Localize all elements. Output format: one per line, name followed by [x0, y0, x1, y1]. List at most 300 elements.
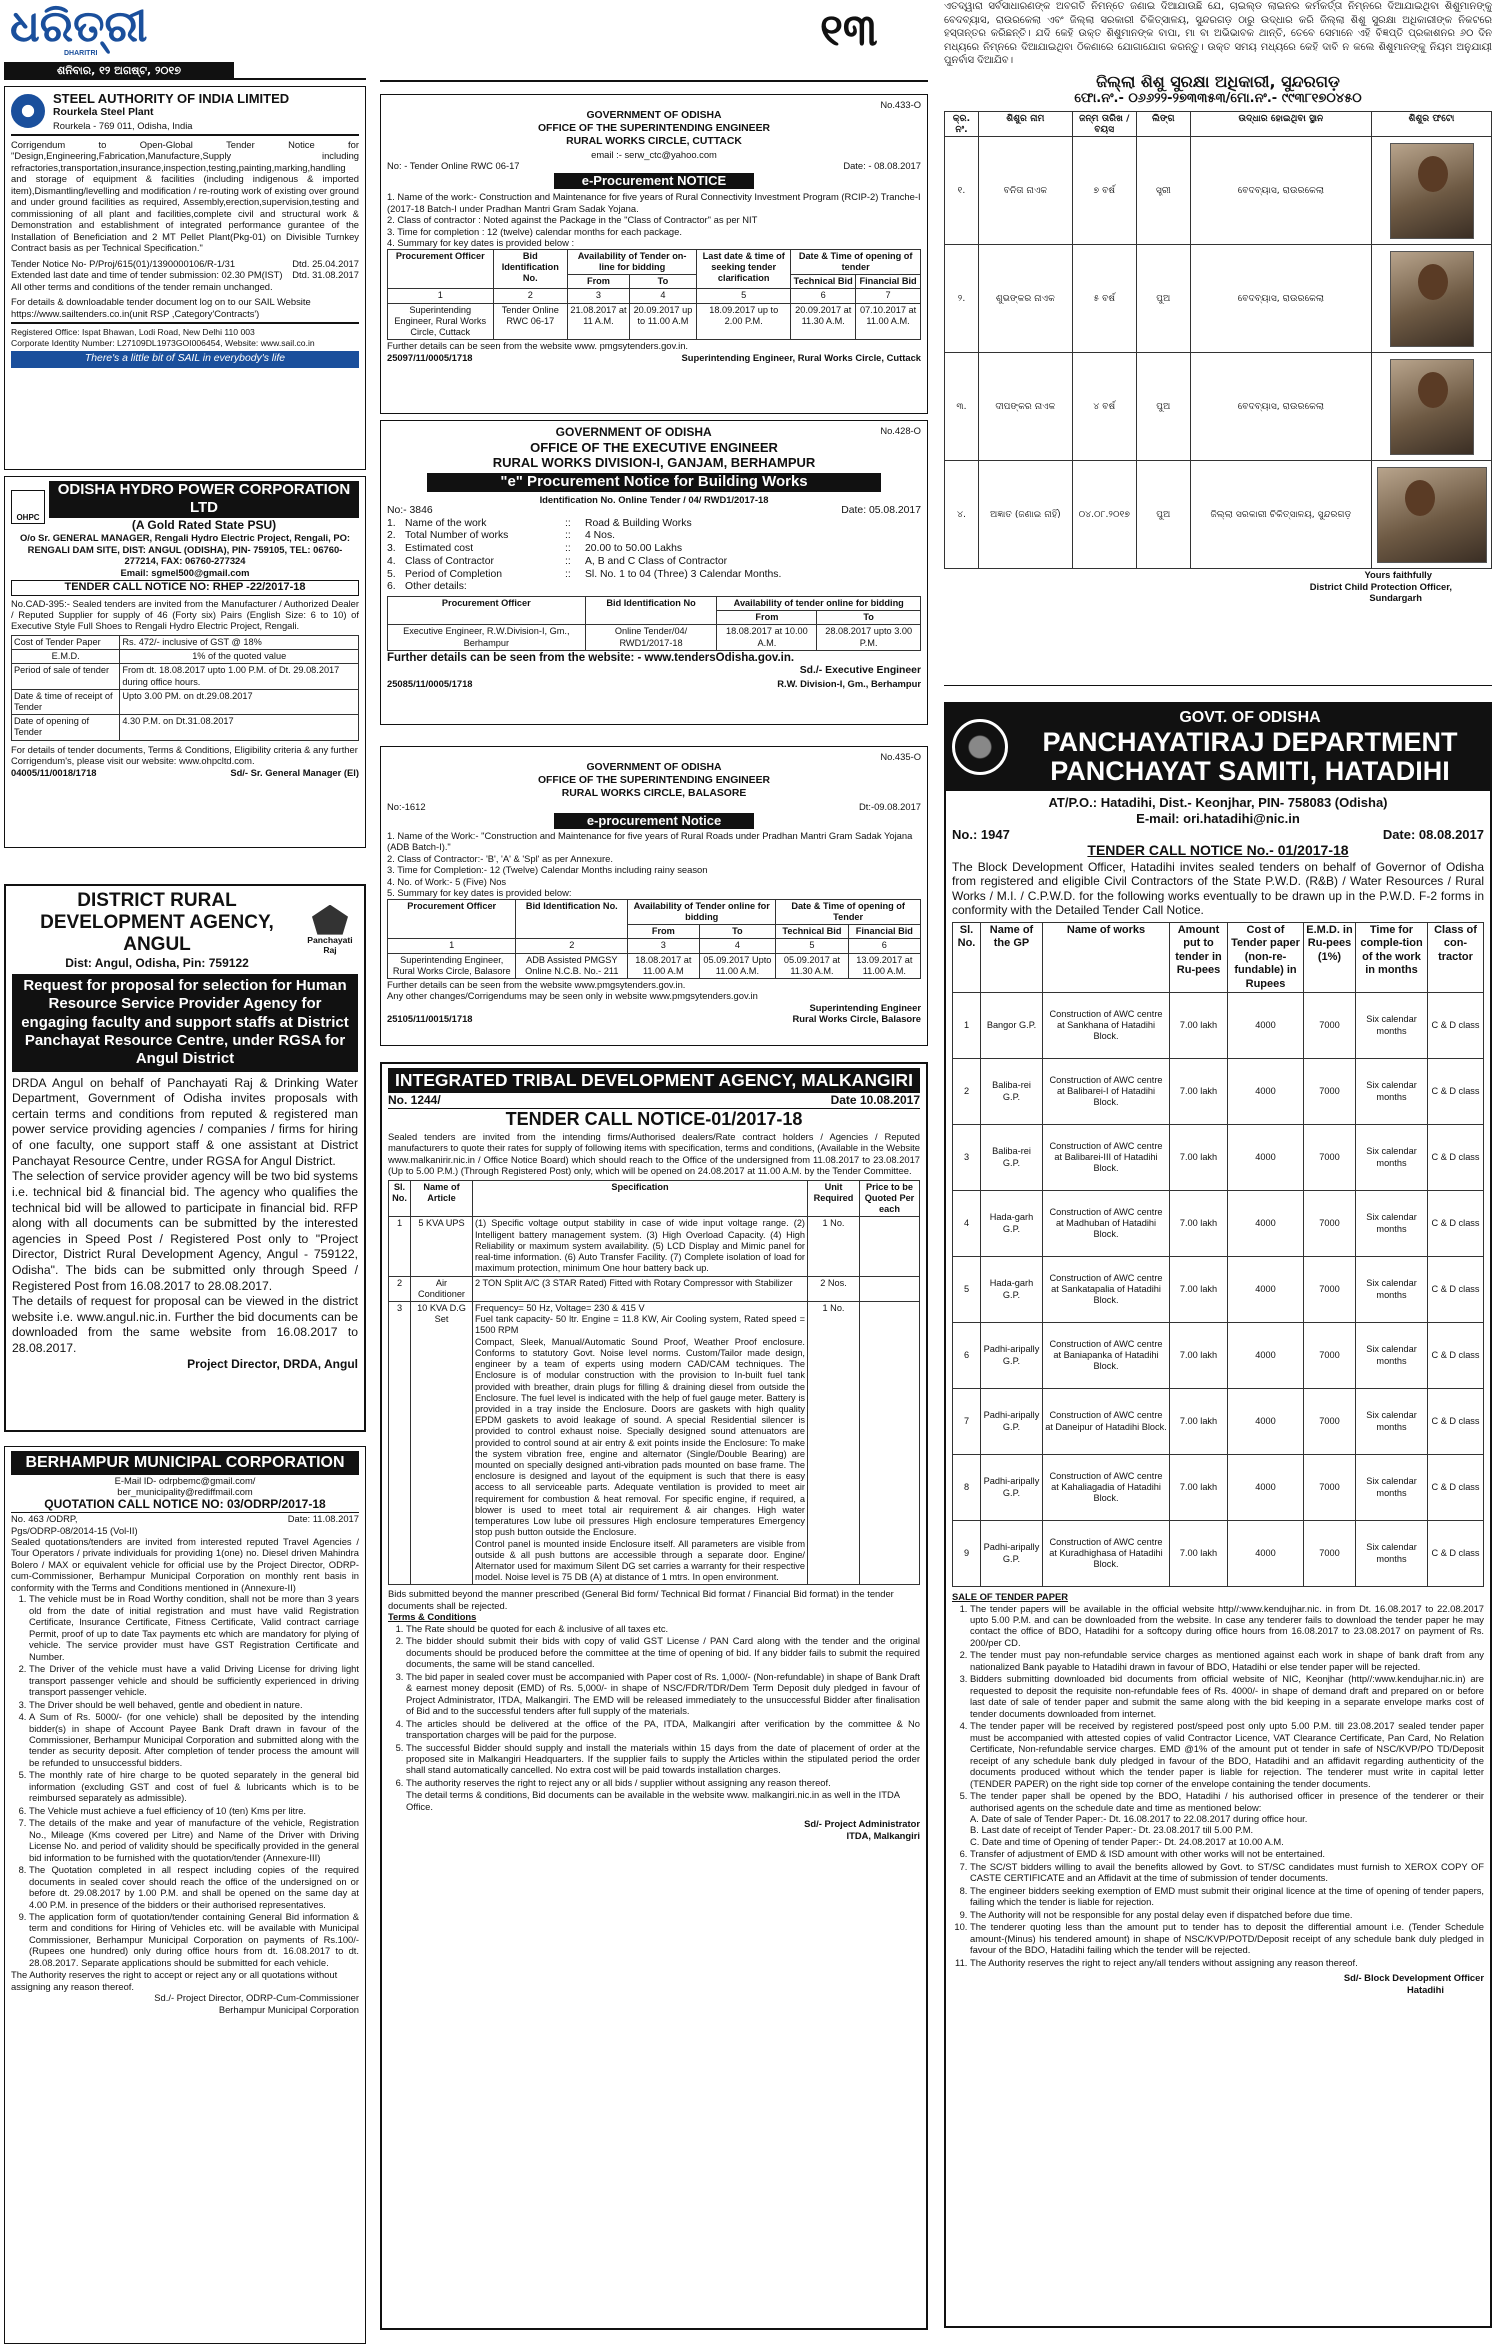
prd-cell: Six calendar months — [1356, 1521, 1428, 1587]
list-item: 5. Period of Completion :: Sl. No. 1 to 04 (Three) 3 Calendar Months. — [387, 568, 782, 580]
prd-cell: C & D class — [1428, 1455, 1484, 1521]
itda-cell: Air Conditioner — [411, 1276, 473, 1301]
bmc-no: No. 463 /ODRP, — [11, 1513, 78, 1525]
table-row — [12, 650, 359, 664]
rwb-cell: 05.09.2017 Upto 11.00 A.M. — [699, 953, 776, 978]
itda-table — [388, 1180, 920, 1586]
rwc-th: To — [629, 275, 696, 289]
rwd-heading: "e" Procurement Notice for Building Works — [427, 473, 881, 491]
table-row — [953, 923, 1484, 993]
ohpc-cell: Rs. 472/- inclusive of GST @ 18% — [120, 635, 359, 649]
sail-address: Rourkela - 769 011, Odisha, India — [53, 119, 193, 131]
list-item: 9. The Authority will not be responsible for any postal delay even if dispatched before due time. — [970, 1909, 1484, 1920]
rwd-item-value: 20.00 to 50.00 Lakhs — [585, 543, 683, 555]
rwd-identification: Identification No. Online Tender / 04/ RWD1/2017-18 — [539, 493, 769, 505]
prd-cell: Six calendar months — [1356, 1125, 1428, 1191]
table-row — [388, 939, 921, 953]
child-photo — [1390, 359, 1474, 455]
list-item — [387, 581, 921, 594]
dcpo-cell: ୪. — [945, 461, 979, 569]
prd-cell: Padhi-aripally G.P. — [981, 1389, 1043, 1455]
prd-email: E-mail: ori.hatadihi@nic.in — [1136, 810, 1300, 826]
prd-cell: 4000 — [1228, 1059, 1304, 1125]
prd-cell: C & D class — [1428, 1323, 1484, 1389]
rwc-line-2: 2. Class of contractor : Noted against the Package in the "Class of Contractor" as per NIT — [387, 214, 758, 226]
prd-cell: Construction of AWC centre at Balibarei-I of Hatadihi Block. — [1043, 1059, 1170, 1125]
newspaper-logo: ଧରିତ୍ରୀ — [10, 1, 148, 52]
rwd-item-label: Name of the work — [405, 517, 487, 529]
dcpo-cell: ୪ ବର୍ଷ — [1072, 353, 1136, 461]
dcpo-notice — [944, 0, 1492, 686]
bmc-pgs: Pgs/ODRP-08/2014-15 (Vol-II) — [11, 1524, 138, 1536]
table-row — [12, 664, 359, 689]
prd-no: No.: 1947 — [952, 826, 1010, 842]
rwb-cell: 18.08.2017 at 11.00 A.M — [628, 953, 699, 978]
dcpo-cell: ୭ ବର୍ଷ — [1072, 137, 1136, 245]
table-row — [953, 1059, 1484, 1125]
rwc-num: 5 — [697, 289, 791, 303]
rwc-heading: e-Procurement NOTICE — [554, 173, 754, 189]
rwd-item-no: 4. — [387, 555, 396, 567]
sail-tender-date: Dtd. 25.04.2017 — [292, 257, 359, 269]
prd-cell: 7.00 lakh — [1170, 1059, 1228, 1125]
ohpc-cell: Period of sale of tender — [12, 664, 120, 689]
prd-cell: Construction of AWC centre at Madhuban of Hatadihi Block. — [1043, 1191, 1170, 1257]
drda-district: Dist: Angul, Odisha, Pin: 759122 — [65, 955, 249, 970]
table-row — [12, 715, 359, 740]
rwb-line-5: 5. Summary for key dates is provided below: — [387, 887, 572, 899]
sail-tender-no: Tender Notice No- P/Proj/615(01)/1390000106/R-1/31 — [11, 257, 236, 269]
rwd-item-no: 5. — [387, 568, 396, 580]
rwb-num: 5 — [776, 939, 848, 953]
rwb-th: Procurement Officer — [388, 899, 516, 939]
prd-cell: C & D class — [1428, 1125, 1484, 1191]
itda-th: Name of Article — [411, 1180, 473, 1217]
rwd-item-value: 4 Nos. — [585, 530, 616, 542]
prd-th: Amount put to tender in Ru-pees — [1170, 923, 1228, 993]
drda-title: DISTRICT RURAL DEVELOPMENT AGENCY, ANGUL — [40, 890, 274, 955]
prd-sign-1: Sd/- Block Development Officer — [1343, 1972, 1484, 1984]
sail-cin: Corporate Identity Number: L27109DL1973GOI006454, Website: www.sail.co.in — [11, 337, 315, 348]
rwd-cell: Online Tender/04/ RWD1/2017-18 — [585, 625, 717, 650]
table-row — [388, 625, 921, 650]
prd-cell: 8 — [953, 1455, 981, 1521]
prd-cell: Construction of AWC centre at Sankhana of Hatadihi Block. — [1043, 993, 1170, 1059]
dcpo-cell: ପୁଅ — [1136, 461, 1190, 569]
drda-body: DRDA Angul on behalf of Panchayati Raj & Drinking Water Department, Government of Odisha invites proposals with certain terms and conditions from reputed & registered man power service providing agencies / companies / firms for hiring of one faculty, one support staff & one assistant at District Panchayat Resource Centre, under RGSA for Angul District. — [12, 1075, 358, 1168]
ohpc-notice — [4, 476, 366, 848]
sail-tagline: There's a little bit of SAIL in everybody's life — [11, 351, 359, 368]
prd-cell: 4000 — [1228, 1191, 1304, 1257]
drda-logo-label: Panchayati Raj — [307, 934, 353, 956]
prd-cell: 7000 — [1304, 993, 1356, 1059]
rwb-cell: 13.09.2017 at 11.00 A.M. — [848, 953, 920, 978]
prd-cell: Hada-garh G.P. — [981, 1191, 1043, 1257]
rwd-item-value: A, B and C Class of Contractor — [585, 555, 728, 567]
dcpo-cell: ୩. — [945, 353, 979, 461]
rwb-date: Dt:-09.08.2017 — [858, 800, 921, 812]
rwb-th: Technical Bid — [776, 925, 848, 939]
prd-cell: Construction of AWC centre at Baniapanka of Hatadihi Block. — [1043, 1323, 1170, 1389]
rwd-gov: GOVERNMENT OF ODISHA — [555, 425, 712, 439]
odisha-emblem-icon — [952, 719, 1008, 775]
rwb-th: From — [628, 925, 699, 939]
rwc-gov: GOVERNMENT OF ODISHA — [586, 110, 722, 122]
ohpc-address: O/o Sr. GENERAL MANAGER, Rengali Hydro Electric Project, Rengali, PO: RENGALI DAM SITE, DIST: ANGUL (ODISHA), PIN- 759105, TEL: 06760-277214, FAX: 06760-277324 — [19, 532, 351, 567]
prd-cell: 4000 — [1228, 1323, 1304, 1389]
prd-cell: Padhi-aripally G.P. — [981, 1323, 1043, 1389]
rwd-date: Date: 05.08.2017 — [841, 505, 921, 517]
prd-cell: 7.00 lakh — [1170, 1389, 1228, 1455]
itda-date: Date 10.08.2017 — [830, 1093, 920, 1108]
table-row — [388, 303, 921, 340]
prd-cell: 7.00 lakh — [1170, 1521, 1228, 1587]
prd-cell: C & D class — [1428, 1059, 1484, 1125]
prd-cell: 9 — [953, 1521, 981, 1587]
ohpc-body: No.CAD-395:- Sealed tenders are invited from the Manufacturer / Authorized Dealer / Reputed Supplier for supply of 46 (Forty six) Pairs (English Size: 6 to 10) of Executive Style Full Shoes to Rengali Hydro Electric Project, Rengali. — [11, 597, 359, 632]
itda-th: Sl. No. — [389, 1180, 411, 1217]
list-item: 10. The tenderer quoting less than the amount put to tender has to deposit the differential amount i.e. (Tender Schedule amount-(Minus) his tendered amount) in shape of NSC/KVP/POTD/Deposit receipt of any schedule bank duly pledged in favour of the BDO, Hatadihi failing which the tender will be rejected. — [970, 1921, 1484, 1955]
prd-cell: Six calendar months — [1356, 1455, 1428, 1521]
rwd-footer: Further details can be seen from the website: - www.tendersOdisha.gov.in. — [387, 651, 795, 664]
bmc-intro: Sealed quotations/tenders are invited from interested reputed Travel Agencies / Tour Operators / private individuals for providing 1(one) no. Diesel driven Mahindra Bolero / MAX or equivalent vehicle for official use by the Project Director, ODRP-cum-Commissioner, Berhampur Municipal Corporation on monthly rent basis in conformity with the Terms and Conditions mentioned in (Annexure-II) — [11, 1536, 359, 1593]
ohpc-cell: 4.30 P.M. on Dt.31.08.2017 — [120, 715, 359, 740]
prd-cell: Six calendar months — [1356, 1323, 1428, 1389]
prd-th: Name of the GP — [981, 923, 1043, 993]
rwd-item-label: Estimated cost — [405, 543, 474, 555]
itda-terms-heading: Terms & Conditions — [388, 1611, 477, 1623]
prd-cell: Construction of AWC centre at Sankatapalia of Hatadihi Block. — [1043, 1257, 1170, 1323]
dcpo-th: ଉଦ୍ଧାର ହୋଇଥିବା ସ୍ଥାନ — [1190, 111, 1371, 136]
rwd-th: Procurement Officer — [388, 596, 586, 624]
rwb-num: 1 — [388, 939, 516, 953]
rwb-footer: Further details can be seen from the website www.pmgsytenders.gov.in. — [387, 978, 686, 990]
itda-intro: Sealed tenders are invited from the intending firms/Authorised dealers/Rate contract holders / Agencies / Reputed manufacturers to quote their rates for supply of following items with specification, terms and conditions, (Available in the Website www.malkanirir.nic.in / Office Notice Board) which should reach to the Office of the undersigned from 11.08.2017 to 23.08.2017 (Up to 5.00 P.M.) (Through Registered Post) only, which will be opened on 24.08.2017 at 11.00 A.M. by the Tender Committee. — [388, 1130, 920, 1177]
prd-cell: Padhi-aripally G.P. — [981, 1521, 1043, 1587]
table-row — [945, 461, 1492, 569]
rwc-circle: RURAL WORKS CIRCLE, CUTTACK — [566, 135, 742, 147]
prd-cell: 7000 — [1304, 1125, 1356, 1191]
list-item: 2. The tender must pay non-refundable service charges as mentioned against each work in shape of bank draft from any nationalized Bank payable to Hatadihi drawn in favour of BDO, Hatadihi or else tender paper will be rejected. — [970, 1649, 1484, 1672]
table-row — [389, 1301, 920, 1584]
rwb-circle: RURAL WORKS CIRCLE, BALASORE — [561, 787, 747, 799]
prd-cell: 7.00 lakh — [1170, 1125, 1228, 1191]
rwd-th: To — [817, 611, 921, 625]
list-item: 6. Transfer of adjustment of EMD & ISD amount with other works will not be entertained. — [970, 1848, 1484, 1859]
rwc-cell: 07.10.2017 at 11.00 A.M. — [856, 303, 921, 340]
rwc-line-4: 4. Summary for key dates is provided below : — [387, 237, 575, 249]
rwc-th: Bid Identification No. — [493, 249, 568, 289]
dcpo-phone: ଫୋ.ନଂ.- ୦୬୬୨୨-୨୭୩୩୫୩/ମୋ.ନଂ.- ୯୯୩୮୧୭୦୪୫୦ — [1074, 91, 1362, 107]
itda-no: No. 1244/ — [388, 1093, 441, 1108]
list-item: 3. Bidders submitting downloaded bid documents from official website of NIC, Keonjhar (http//:www.kendujhar.nic.in) are requested to deposit the requisite non-refundable fees of Rs. 4000/- in shape of demand draft and prepared on or before last date of sale of tender paper and submit the same along with the bid keeping in a separate envelope marks cost of tender documents downloaded from internet. — [970, 1673, 1484, 1719]
bmc-sign-1: Sd./- Project Director, ODRP-Cum-Commissioner — [154, 1992, 359, 2004]
rwd-cell: 28.08.2017 upto 3.00 P.M. — [817, 625, 921, 650]
list-item: 3. Estimated cost :: 20.00 to 50.00 Lakhs — [387, 543, 683, 555]
rwd-items — [387, 518, 921, 594]
table-row — [953, 1191, 1484, 1257]
itda-th: Price to be Quoted Per each — [860, 1180, 920, 1217]
rwc-no: No.433-O — [880, 99, 921, 110]
prd-cell: Six calendar months — [1356, 1191, 1428, 1257]
rwd-th: Bid Identification No — [585, 596, 717, 624]
prd-cell: 4000 — [1228, 993, 1304, 1059]
rwc-cell: 20.09.2017 at 11.30 A.M. — [791, 303, 856, 340]
prd-cell: 7 — [953, 1389, 981, 1455]
rwd-no: No.428-O — [880, 425, 921, 436]
rwc-num: 4 — [629, 289, 696, 303]
prd-cell: Six calendar months — [1356, 1059, 1428, 1125]
ohpc-cell: Date of opening of Tender — [12, 715, 120, 740]
bmc-sign-2: Berhampur Municipal Corporation — [218, 2003, 359, 2015]
rwb-office: OFFICE OF THE SUPERINTENDING ENGINEER — [537, 775, 771, 787]
rwc-num: 3 — [568, 289, 630, 303]
rwb-code: 25105/11/0015/1718 — [387, 1013, 473, 1025]
prd-dept: PANCHAYATIRAJ DEPARTMENT — [1042, 726, 1458, 757]
dcpo-cell: ପୁଅ — [1136, 245, 1190, 353]
dcpo-th: ଲିଙ୍ଗ — [1136, 111, 1190, 136]
dcpo-cell: ୧. — [945, 137, 979, 245]
prd-th: Cost of Tender paper (non-re-fundable) in Rupees — [1228, 923, 1304, 993]
bmc-date: Date: 11.08.2017 — [287, 1513, 359, 1525]
bmc-authority: The Authority reserves the right to accept or reject any or all quotations without assigning any reason thereof. — [11, 1969, 338, 1992]
prd-cell: 4000 — [1228, 1257, 1304, 1323]
rwd-cell: 18.08.2017 at 10.00 A.M. — [717, 625, 817, 650]
rwc-notice — [380, 94, 928, 414]
dcpo-cell: ୦୪.୦୮.୨୦୧୭ — [1072, 461, 1136, 569]
drda-headline: Request for proposal for selection for Human Resource Service Provider Agency for engaging faculty and support staffs at District Panchayat Resource Centre, under RGSA for Angul District — [12, 974, 358, 1071]
table-row — [389, 1217, 920, 1276]
panchayati-raj-logo-icon — [312, 905, 348, 935]
rwd-item-label: Period of Completion — [405, 568, 503, 580]
list-item: 7. The SC/ST bidders willing to avail the benefits allowed by Govt. to ST/SC candidates must furnish to XEROX COPY OF CASTE CERTIFICATE and an Affidavit at the time of submission of tender documents. — [970, 1861, 1484, 1884]
itda-cell: 1 No. — [808, 1217, 860, 1276]
rwb-notice — [380, 746, 928, 1046]
rwc-cell: 20.09.2017 up to 11.00 A.M — [629, 303, 696, 340]
rwb-num: 2 — [516, 939, 628, 953]
prd-conditions — [952, 1603, 1484, 1969]
rwd-item-no: 2. — [387, 530, 396, 542]
newspaper-logo-sub: DHARITRI — [64, 50, 98, 57]
rwd-division: RURAL WORKS DIVISION-I, GANJAM, BERHAMPUR — [492, 455, 816, 471]
itda-cell: 3 — [389, 1301, 411, 1584]
rwc-th: Financial Bid — [856, 275, 921, 289]
rwb-line-3: 3. Time for Completion:- 12 (Twelve) Calendar Months including rainy season — [387, 864, 708, 876]
rwb-cell: Superintending Engineer, Rural Works Circle, Balasore — [388, 953, 516, 978]
sail-notice — [4, 86, 366, 470]
table-row — [945, 245, 1492, 353]
rwb-heading: e-procurement Notice — [554, 813, 754, 829]
dcpo-text: ଏତଦ୍ୱାରା ସର୍ବସାଧାରଣଙ୍କ ଅବଗତି ନିମନ୍ତେ ଜଣାଇ ଦିଆଯାଉଛି ଯେ, ଚାଇଲ୍ଡ ଲାଇନର କର୍ମକର୍ତ୍ତା ନିମ୍ନରେ ଦିଆଯାଇଥିବା ଶିଶୁମାନଙ୍କୁ ବେଦବ୍ୟାସ, ରାଉରକେଲା ଏବଂ ଜିଲ୍ଲା ସରକାରୀ ଚିକିତ୍ସାଳୟ, ସୁନ୍ଦରଗଡ଼ ଠାରୁ ଉଦ୍ଧାର କରି ଜିଲ୍ଲା ଶିଶୁ ସୁରକ୍ଷା ଅଧିକାରୀଙ୍କ ନିକଟରେ ହସ୍ତାନ୍ତର କରିଛନ୍ତି। ଯଦି କେହି ଉକ୍ତ ଶିଶୁମାନଙ୍କ ବାପା, ମା ବା ଅଭିଭାବକ ଥାନ୍ତି, ତେବେ ସେମାନେ ଏହି ବିଜ୍ଞପ୍ତି ପ୍ରକାଶନର ୬୦ ଦିନ ମଧ୍ୟରେ ନିମ୍ନରେ ଦିଆଯାଇଥିବା ଠିକଣାରେ ଯୋଗାଯୋଗ କରନ୍ତୁ। ଉକ୍ତ ସମୟ ମଧ୍ୟରେ କେହି ଦାବି ନ କଲେ ଶିଶୁମାନଙ୍କୁ ନିୟମ ଅନୁଯାୟୀ ପୁନର୍ବାସ ଦିଆଯିବ। — [944, 1, 1492, 66]
rwb-footer-2: Any other changes/Corrigendums may be seen only in website www.pmgsytenders.gov.in — [387, 990, 758, 1002]
ohpc-logo-icon: OHPC — [11, 490, 45, 524]
list-item: 5. The successful Bidder should supply and install the materials within 15 days from the date of placement of order at the proposed site in Malkangiri Headquarters. If the supplier fails to supply the Articles within the stipulated period the order shall stand automatically cancelled. No extra cost will be paid towards installation charges. — [406, 1742, 920, 1776]
prd-cell: Hada-garh G.P. — [981, 1257, 1043, 1323]
rwb-th: Bid Identification No. — [516, 899, 628, 939]
dcpo-cell: ପୁଅ — [1136, 353, 1190, 461]
table-row — [12, 689, 359, 714]
dcpo-heading: ଜିଲ୍ଲା ଶିଶୁ ସୁରକ୍ଷା ଅଧିକାରୀ, ସୁନ୍ଦରଗଡ଼ — [1096, 71, 1340, 91]
itda-cell: 10 KVA D.G Set — [411, 1301, 473, 1584]
prd-cell: C & D class — [1428, 1389, 1484, 1455]
itda-notice — [380, 1062, 928, 2330]
prd-cell: 7000 — [1304, 1455, 1356, 1521]
ohpc-subtitle: (A Gold Rated State PSU) — [131, 517, 277, 532]
dcpo-cell: ଶୁଭଙ୍କର ନାଏକ — [979, 245, 1073, 353]
prd-cell: 4000 — [1228, 1521, 1304, 1587]
prd-cell: Baliba-rei G.P. — [981, 1059, 1043, 1125]
list-item: 1. The tender papers will be available in the official website http//:www.kendujhar.nic. in from Dt. 16.08.2017 to 22.08.2017 upto 5.00 P.M. and can be downloaded from the website. In case any tenderer fails to download the tender paper he may contact the office of BDO, Hatadihi for a softcopy during office hours from 16.08.2017 to 23.08.2017 on payment of Rs. 200/per CD. — [970, 1603, 1484, 1649]
prd-th: Sl. No. — [953, 923, 981, 993]
rwb-num: 6 — [848, 939, 920, 953]
list-item: 4. The articles should be delivered at the office of the PA, ITDA, Malkangiri after verification by the committee & No transportation charges will be paid for the purpose. — [406, 1718, 920, 1741]
prd-cell: Baliba-rei G.P. — [981, 1125, 1043, 1191]
table-row — [945, 137, 1492, 245]
list-item: 4. Class of Contractor :: A, B and C Class of Contractor — [387, 555, 728, 567]
prd-cell: 7.00 lakh — [1170, 993, 1228, 1059]
dcpo-th: କ୍ର. ନଂ. — [945, 111, 979, 136]
prd-notice — [944, 702, 1492, 2328]
rwb-th: To — [699, 925, 776, 939]
bmc-email: E-Mail ID- odrpbemc@gmail.com/ — [114, 1474, 256, 1486]
list-item: 6. The authority reserves the right to reject any or all bids / supplier without assigning any reason thereof. — [406, 1777, 920, 1788]
rwc-email: email :- serw_ctc@yahoo.com — [591, 148, 717, 160]
prd-th: Time for comple-tion of the work in months — [1356, 923, 1428, 993]
list-item: 3. The Driver should be well behaved, gentle and obedient in nature. — [29, 1699, 359, 1710]
dcpo-cell: ଅଜ୍ଞାତ (ଜଣାଇ ନାହିଁ) — [979, 461, 1073, 569]
prd-cell: 5 — [953, 1257, 981, 1323]
ohpc-email: Email: sgmel500@gmail.com — [120, 566, 250, 578]
ohpc-cell: From dt. 18.08.2017 upto 1.00 P.M. of Dt. 29.08.2017 during office hours. — [120, 664, 359, 689]
itda-sign-2: ITDA, Malkangiri — [846, 1829, 920, 1841]
prd-header — [946, 704, 1490, 791]
table-row — [945, 111, 1492, 136]
prd-samiti: PANCHAYAT SAMITI, HATADIHI — [1050, 756, 1450, 787]
ohpc-cell: Cost of Tender Paper — [12, 635, 120, 649]
itda-tcn: TENDER CALL NOTICE-01/2017-18 — [505, 1108, 803, 1129]
prd-cell: 2 — [953, 1059, 981, 1125]
rwc-date: Date: - 08.08.2017 — [843, 160, 921, 171]
table-row — [953, 1455, 1484, 1521]
issue-date: ଶନିବାର, ୧୨ ଅଗଷ୍ଟ, ୨୦୧୭ — [4, 62, 234, 79]
rwd-item-value: Sl. No. 1 to 04 (Three) 3 Calendar Months. — [585, 568, 782, 580]
prd-cell: 1 — [953, 993, 981, 1059]
child-photo — [1377, 467, 1487, 563]
rwc-line-3: 3. Time for completion : 12 (twelve) calendar months for each package. — [387, 225, 682, 237]
list-item: 2. The Driver of the vehicle must have a valid Driving License for driving light transport passenger vehicle and should be sufficiently experienced in driving transport passenger vehicle. — [29, 1663, 359, 1697]
list-item: 2. Total Number of works :: 4 Nos. — [387, 530, 616, 542]
itda-cell: Frequency= 50 Hz, Voltage= 230 & 415 V Fuel tank capacity- 50 ltr. Engine = 11.8 KW, Air Cooling system, Rated speed = 1500 RPM Compact, Sleek, Manual/Automatic Sound Proof, Weather Proof enclosure. Conforms to statutory Govt. Noise level norms. Custom/Tailor made design, engineer by a team of experts using modern CAD/CAM techniques. The Enclosure is of modular construction with the provision to In-built fuel tank provided with breather, drain plugs for filling & draining diesel from outside the Enclosure. The fuel level is indicated with the help of fuel gauge meter. Battery is provided in a tray inside the Enclosure. Doors are gaskets with high quality EPDM gaskets to avoid leakage of sound. A special Residential silencer is provided to control exhaust noise. Specially designed sound attenuators are provided to control sound at air entry & exit points inside the Enclosure: To make the system vibration free, engine and alternator (Single/Double Bearing) are mounted on specially designed anti-vibration pads mounted on base frame. The enclosure is designed and layout of the equipment is such that there is easy access to all serviceable parts. Adequate ventilation is provided to meet air requirement for combustion & heat removal. For specific engine, if required, a blower is used to meet total air requirement & air changes. High water temperatures Low lube oil pressures High enclosure temperatures Emergency stop push button outside the Enclosure. Control panel is mounted inside Enclosure itself. All parameters are visible from outside & all push buttons are accessible through a separate door. Engine/ Alternator used for maximum Silent DG set carries a warranty for their respective model. Noise level is 75 DB (A) at distance of 1 mtrs. In open environment. — [473, 1301, 808, 1584]
dcpo-cell: ୨. — [945, 245, 979, 353]
ohpc-code: 04005/11/0018/1718 — [11, 766, 97, 778]
prd-cell: 4000 — [1228, 1125, 1304, 1191]
bmc-conditions — [11, 1593, 359, 1968]
list-item: 4. A Sum of Rs. 5000/- (for one vehicle) shall be deposited by the intending bidder(s) in shape of Account Payee Bank Draft drawn in favour of the Commissioner, Berhampur Municipal Corporation and submitted along with the tender as security deposit. After completion of tender process the amount will be refunded to unsuccessful bidders. — [29, 1711, 359, 1768]
list-item: 6. The Vehicle must achieve a fuel efficiency of 10 (ten) Kms per litre. — [29, 1805, 359, 1816]
list-item: 4. The tender paper will be received by registered post/speed post only upto 5.00 P.M. till 23.08.2017 sealed tender paper must be accompanied with attested copies of valid Contractor Licence, VAT Clearance Certificate, Pan Card, No Relation Certificate, Non-refundable service charges. EMD @1% of the amount put ot tender in safe of NSC/KVP/PO TD/Deposit receipt of any schedule bank duly pledged in favour of the BDO, Hatadihi and an affidavit regarding authenticity of the documents produced without which the tender paper is liable for rejection. The tenderer must write in capital letter (TENDER PAPER) on the right side top corner of the envelope containing the tender documents. — [970, 1720, 1484, 1789]
rwc-th: Date & Time of opening of tender — [791, 249, 921, 274]
itda-cell: 1 No. — [808, 1301, 860, 1584]
rwd-item-no: 3. — [387, 543, 396, 555]
rwc-sign: Superintending Engineer, Rural Works Circle, Cuttack — [681, 351, 921, 363]
dcpo-cell: ଦୀପଙ୍କର ନାଏକ — [979, 353, 1073, 461]
column-right — [944, 0, 1492, 2339]
itda-cell: 2 — [389, 1276, 411, 1301]
rwb-cell: 05.09.2017 at 11.30 A.M. — [776, 953, 848, 978]
table-row — [953, 1323, 1484, 1389]
table-row — [12, 635, 359, 649]
sail-website: For details & downloadable tender document log on to our SAIL Website https://www.sailtenders.co.in(unit RSP ,Category'Contracts') — [11, 296, 311, 319]
rwd-cell: Executive Engineer, R.W.Division-I, Gm., Berhampur — [388, 625, 586, 650]
dcpo-sign-3: Sundargarh — [1369, 592, 1422, 604]
rwc-th: Availability of Tender on-line for bidding — [568, 249, 697, 274]
prd-sale-heading: SALE OF TENDER PAPER — [952, 1591, 1068, 1603]
prd-intro: The Block Development Officer, Hatadihi invites sealed tenders on behalf of Governor of Odisha from registered and eligible Civil Contractors of the State P.W.D. (R&B) / Water Resources / Rural Works / M.I. / C.P.W.D. for the following works eventually to be drawn up in the P.W.D. F-2 forms in conformity with the Detailed Tender Call Notice. — [952, 859, 1484, 918]
rwc-tender-no: No: - Tender Online RWC 06-17 — [387, 160, 520, 171]
sail-logo-icon — [11, 94, 45, 128]
prd-cell: Construction of AWC centre at Kuradhighasa of Hatadihi Block. — [1043, 1521, 1170, 1587]
rwc-cell: 21.08.2017 at 11 A.M. — [568, 303, 630, 340]
itda-terms — [388, 1623, 920, 1789]
prd-cell: C & D class — [1428, 993, 1484, 1059]
sail-registered: Registered Office: Ispat Bhawan, Lodi Road, New Delhi 110 003 — [11, 327, 255, 338]
prd-cell: 7000 — [1304, 1059, 1356, 1125]
bmc-email-2: ber_municipality@rediffmail.com — [117, 1485, 253, 1497]
prd-th: E.M.D. in Ru-pees (1%) — [1304, 923, 1356, 993]
rwb-sign-2: Rural Works Circle, Balasore — [792, 1013, 921, 1025]
sail-unchanged: All other terms and conditions of the tender remain unchanged. — [11, 280, 273, 292]
prd-cell: 7000 — [1304, 1323, 1356, 1389]
prd-cell: 4000 — [1228, 1455, 1304, 1521]
prd-cell: 4 — [953, 1191, 981, 1257]
ohpc-tcn: TENDER CALL NOTICE NO: RHEP -22/2017-18 — [11, 580, 359, 595]
prd-cell: Construction of AWC centre at Daneipur of Hatadihi Block. — [1043, 1389, 1170, 1455]
itda-th: Unit Required — [808, 1180, 860, 1217]
rwb-th: Availability of Tender online for bidding — [628, 899, 776, 924]
prd-cell: 6 — [953, 1323, 981, 1389]
rwd-item-no: 1. — [387, 517, 396, 529]
sail-plant: Rourkela Steel Plant — [53, 106, 154, 118]
rwb-num: 4 — [699, 939, 776, 953]
prd-cell: Six calendar months — [1356, 1257, 1428, 1323]
itda-cell: 1 — [389, 1217, 411, 1276]
rwc-th: Technical Bid — [791, 275, 856, 289]
prd-th: Class of con-tractor — [1428, 923, 1484, 993]
list-item: 11. The Authority reserves the right to reject any/all tenders without assigning any reason thereof. — [970, 1957, 1484, 1968]
dcpo-cell: ସ୍ତ୍ରୀ — [1136, 137, 1190, 245]
itda-after: Bids submitted beyond the manner prescribed (General Bid form/ Technical Bid format / Financial Bid format) in the tender documents shall be rejected. — [388, 1588, 894, 1611]
rwc-table — [387, 249, 921, 341]
dcpo-cell: ବେଦବ୍ୟାସ, ରାଉରକେଲା — [1190, 353, 1371, 461]
child-photo — [1390, 251, 1474, 347]
rwb-letter-no: No:-1612 — [387, 800, 426, 812]
rwc-num: 7 — [856, 289, 921, 303]
itda-sign-1: Sd/- Project Administrator — [804, 1818, 920, 1830]
prd-cell: 4000 — [1228, 1389, 1304, 1455]
masthead — [4, 0, 366, 80]
rwd-code: 25085/11/0005/1718 — [387, 677, 473, 689]
prd-cell: 7000 — [1304, 1257, 1356, 1323]
prd-cell: 7.00 lakh — [1170, 1191, 1228, 1257]
table-row — [953, 993, 1484, 1059]
table-row — [388, 249, 921, 274]
list-item: 7. The details of the make and year of manufacture of the vehicle, Registration No., Mileage (Kms covered per Litre) and Name of the Driver with Driving License No. and period of validity should be specifically provided in the general bid information to be furnished with the quotation/tender (Annexure-III) — [29, 1817, 359, 1863]
itda-th: Specification — [473, 1180, 808, 1217]
list-item: 1. Name of the work :: Road & Building Works — [387, 517, 692, 529]
rwc-th: Last date & time of seeking tender clarification — [697, 249, 791, 289]
prd-cell: 7000 — [1304, 1389, 1356, 1455]
sail-title: STEEL AUTHORITY OF INDIA LIMITED — [53, 91, 290, 106]
